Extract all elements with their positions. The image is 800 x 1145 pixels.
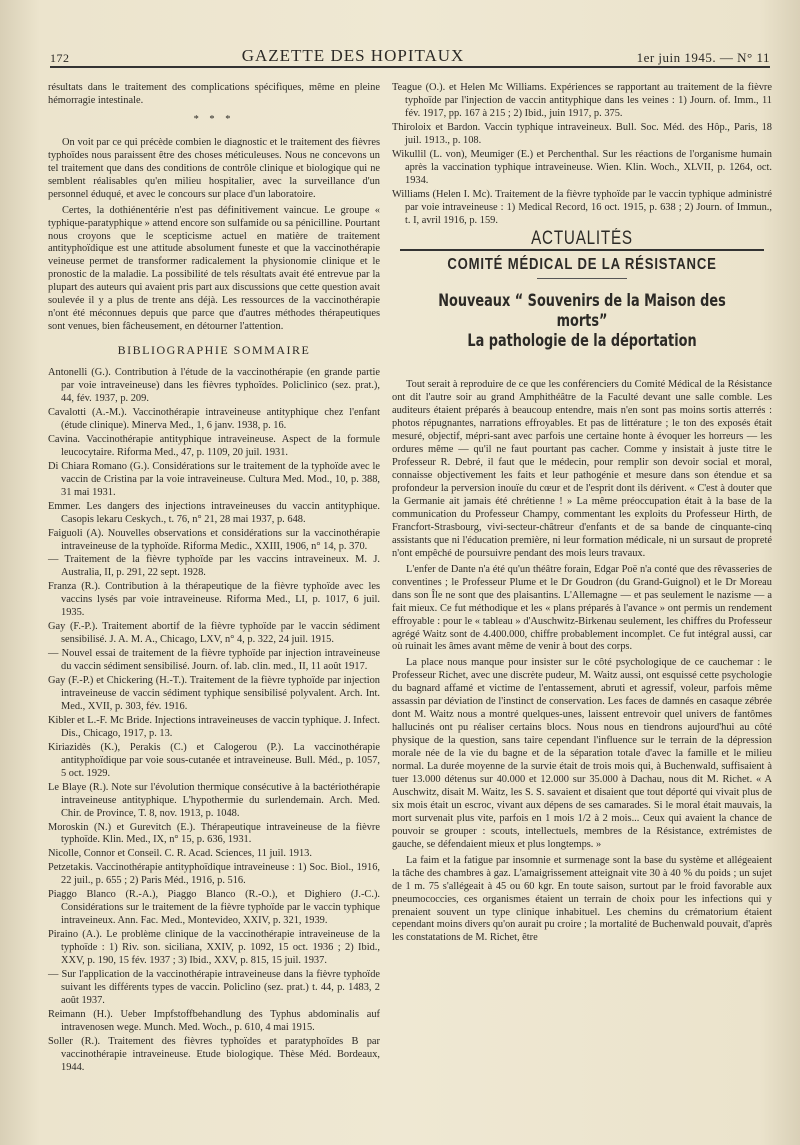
reference-entry: Kibler et L.-F. Mc Bride. Injections intraveineuses de vaccin typhique. J. Infect. Dis., Chicago, 1917, p. 13. <box>48 714 380 739</box>
section-rule <box>400 249 764 251</box>
page-header <box>50 44 770 68</box>
separator: * * * <box>193 113 235 125</box>
reference-entry: Petzetakis. Vaccinothérapie antityphoïdique intraveineuse : 1) Soc. Biol., 1916, 22 juil., p. 655 ; 2) Paris Méd., 1916, p. 516. <box>48 862 380 887</box>
reference-entry: Nicolle, Connor et Conseil. C. R. Acad. Sciences, 11 juil. 1913. <box>48 848 312 860</box>
reference-entry: Cavina. Vaccinothérapie antityphique intraveineuse. Aspect de la formule leucocytaire. Riforma Med., 47, p. 1109, 20 juil. 1931. <box>48 433 380 458</box>
reference-entry: Kiriazidès (K.), Perakis (C.) et Calogerou (P.). La vaccinothérapie antityphoïdique par voie sous-cutanée et intraveineuse. Bull. Méd., p. 1057, 5 oct. 1929. <box>48 741 380 779</box>
reference-entry: Piraino (A.). Le problème clinique de la vaccinothérapie intraveineuse de la typhoïde : 1) Riv. son. siciliana, XXIV, p. 1092, 15 oct. 1936 ; 2) Ibid., XXV, p. 190, 15 fév. 1937 ; 3) Ibid., XXV, p. 815, 15 juil. 1937. <box>48 929 380 967</box>
reference-entry: Faiguoli (A). Nouvelles observations et considérations sur la vaccinothérapie intraveineuse de la typhoïde. Riforma Medic., XXIII, 1906, n° 14, p. 370. <box>48 527 380 552</box>
reference-entry: Gay (F.-P.) et Chickering (H.-T.). Traitement de la fièvre typhoïde par injection intraveineuse de vaccin sédiment typhique sensibilisé polyvalent. Arch. Int. Med., XVII, p. 303, fév. 1916. <box>48 675 380 712</box>
reference-list <box>48 367 380 1075</box>
paragraph: Tout serait à reproduire de ce que les conférenciers du Comité Médical de la Résistance ont dit l'autre soir au grand Amphithéâtre de la Faculté devant une salle comble. Les auditeurs étaient préparés à beaucoup entendre, mais n'en sont pas moins sortis atterrés : photos répugnantes, narrations effroyables. Et pas de littérature ; le ton des exposés était mesuré, objectif, mépri-sant avec parfois une certaine honte à évoquer les horreurs — les ordures même — qu'il ne faut pourtant pas cacher. Comme y insistait à juste titre le Professeur R. Debré, il faut que le médecin, pour remplir son devoir social et moral, connaisse objectivement les faits et leur pathogénie et mesure dans son étendue et sa profondeur la perversion inouïe du cœur et de l'esprit dont ils dérivent. « C'est à douter que la Germanie ait jamais été chrétienne ! » La même préoccupation était à la base de la communication du Professeur Champy, commentant les exploits du Professeur Hirth, de Francfort-Strasbourg, vivi-secteur-châtreur d'enfants et de sa bande de cinquante-cinq assistants que ni l'éducation première, ni leur formation médicale, ni un sursaut de propreté n'ont empêché de poursuivre pendant des mois leurs travaux. <box>392 379 772 559</box>
paragraph: La place nous manque pour insister sur le côté psychologique de ce cauchemar : le Professeur Richet, avec une discrète pudeur, M. Waitz aussi, ont esquissé cette psychologie du bagnard affamé et victime de l'entassement, abruti et agressif, voleur, parfois même assassin par déviation de l'instinct de conservation. Les faces de damnés en casaque zébrée dont M. Waitz nous a montré quelques-unes, laissent entrevoir quel univers de fantômes hallucinés ont pu réaliser certains blocs. Nous nous en tiendrons aujourd'hui au côté physique de la question, sans taire cependant l'influence sur le terrain de la dépression morale née de la vie du bagne et de la séparation totale d'avec la famille et le milieu normal. La durée moyenne de la survie était de trois mois qui, à Buchenwald, suffisaient à tuer 13.000 détenus sur 40.000 et 12.000 sur 35.000 à Dachau, nous dit M. Richet. « A Auschwitz, disait M. Waitz, les S. S. savaient et disaient que tout déporté qui vivait plus de six mois était un escroc, vivant aux dépens de ses camarades. Si le moral était mauvais, la mort survenait plus vite, parfois en 1 mois 1/2 à 2 mois... Ceux qui avaient la chance de pouvoir se grouper : scouts, intellectuels, membres de la Résistance, extrémistes de gauche, se défendaient mieux et plus longtemps. » <box>392 657 772 850</box>
divider <box>537 278 627 279</box>
paragraph: Certes, la dothiénentérie n'est pas définitivement vaincue. Le groupe « typhique-paratyphique » attend encore son sulfamide ou sa pénicilline. Pourtant nous croyons que le scepticisme actuel en matière de traitement antityphoïdique est une attitude absolument funeste et que la vaccinothérapie veineuse permet de transformer radicalement la physionomie clinique et le pronostic de la maladie. La possibilité de tels résultats avait été entrevue par la plupart des auteurs qui avaient pris part aux discussions que cette question avait soulevée il y a plus de trente ans déjà. Les ressources de la vaccinothérapie n'ont été méconnues depuis que parce que d'autres méthodes thérapeutiques sont venues, bien fâcheusement, en détourner l'attention. <box>48 204 380 333</box>
reference-entry: Wikullil (L. von), Meumiger (E.) et Perchenthal. Sur les réactions de l'organisme humain après la vaccination typhique intraveineuse. Wien. Klin. Woch., XLVII, p. 1264, oct. 1934. <box>392 148 772 186</box>
paragraph: La faim et la fatigue par insomnie et surmenage sont la base du système et allégeaient la tâche des chambres à gaz. L'amaigrissement atteignait vite 30 à 40 % du poids ; un sujet de 1 m. 75 s'allégeait à 45 ou 60 kgr. En toute saison, surtout par le froid favorable aux pneumococcies, ces organismes étaient un terrain de choix pour les infections qui y prenaient souvent un type clinique inhabituel. Les chemins du crématorium étaient cependant moins divers qu'on aurait pu croire ; la mortalité de Buchenwald pouvait, d'après les constatations de M. Richet, être <box>392 854 772 944</box>
reference-entry: Teague (O.). et Helen Mc Williams. Expériences se rapportant au traitement de la fièvre typhoïde par l'injection de vaccin antityphique dans les veines : 1) Journ. of. Imm., 11 fév. 1917, pp. 167 à 215 ; 2) Ibid., juin 1917, p. 375. <box>392 82 772 119</box>
reference-entry: Cavalotti (A.-M.). Vaccinothérapie intraveineuse antityphique chez l'enfant (étude clinique). Minerva Med., 1, 6 janv. 1938, p. 16. <box>48 406 380 431</box>
page-number: 172 <box>50 51 70 65</box>
paragraph: On voit par ce qui précède combien le diagnostic et le traitement des fièvres typhoïdes nous paraissent être des choses méticuleuses. Nous ne concevons un tel traitement que dans des conditions de contrôle clinique et biologique qui ne semblent réalisables qu'en milieu hospitalier, avec la surveillance d'un personnel éduqué, et avec le concours sur place d'un laboratoire. <box>48 136 380 200</box>
reference-entry: Emmer. Les dangers des injections intraveineuses du vaccin antityphique. Casopis lekaru Ceskych., t. 76, n° 21, 28 mai 1937, p. 648. <box>48 500 380 525</box>
issue-date: 1er juin 1945. — N° 11 <box>636 50 770 65</box>
article-subheadline: La pathologie de la déportation <box>467 331 697 351</box>
reference-entry: Franza (R.). Contribution à la thérapeutique de la fièvre typhoïde avec les vaccins lysés par voie intraveineuse. Riforma Med., LI, p. 1017, 6 juil. 1935. <box>48 581 380 619</box>
reference-entry: Piaggo Blanco (R.-A.), Piaggo Blanco (R.-O.), et Dighiero (J.-C.). Considérations sur le traitement de la fièvre typhoïde par le vaccin typhique intraveineux. Ann. Fac. Med., Montevideo, XXIV, p. 321, 1939. <box>48 889 380 927</box>
article-headline: Nouveaux “ Souvenirs de la Maison des morts” <box>438 291 726 331</box>
reference-entry: — Nouvel essai de traitement de la fièvre typhoïde par injection intraveineuse du vaccin sédiment sensibilisé. Journ. of. lab. clin. med., II, 11 août 1917. <box>48 648 380 673</box>
journal-title: GAZETTE DES HOPITAUX <box>241 46 465 65</box>
paragraph: résultats dans le traitement des complications spécifiques, même en pleine hémorragie intestinale. <box>48 82 380 106</box>
reference-entry: Antonelli (G.). Contribution à l'étude de la vaccinothérapie (en grande partie par voie intraveineuse) dans les fièvres typhoïdes. Policlinico (sez. prat.), 44, fév. 1937, p. 209. <box>48 367 380 405</box>
reference-entry: Williams (Helen I. Mc). Traitement de la fièvre typhoïde par le vaccin typhique administré par voie intraveineuse : 1) Medical Record, 16 oct. 1915, p. 638 ; 2) Journ. of Immun., t. I, avril 1916, p. 159. <box>392 188 772 226</box>
reference-list-continued <box>392 82 772 227</box>
reference-entry: Di Chiara Romano (G.). Considérations sur le traitement de la typhoïde avec le vaccin de Cristina par la voie intraveineuse. Cultura Med. Mod., 10, p. 388, 31 mai 1931. <box>48 460 380 498</box>
reference-entry: — Traitement de la fièvre typhoïde par les vaccins intraveineux. M. J. Australia, II, p. 291, 22 sept. 1928. <box>48 554 380 579</box>
right-column <box>392 82 772 948</box>
left-column <box>48 82 380 1076</box>
reference-entry: Le Blaye (R.). Note sur l'évolution thermique consécutive à la bactériothérapie intraveineuse antityphique. L'hypothermie du surlendemain. Arch. Med. Chir. de Province, T. 8, nov. 1913, p. 1048. <box>48 781 380 819</box>
bibliography-title: BIBLIOGRAPHIE SOMMAIRE <box>117 343 311 358</box>
reference-entry: — Sur l'application de la vaccinothérapie intraveineuse dans la fièvre typhoïde suivant les différents types de vaccin. Policlino (sez. prat.) t. 44, p. 1483, 2 août 1937. <box>48 969 380 1006</box>
spacer <box>392 351 772 379</box>
section-title: ACTUALITÉS <box>531 228 633 250</box>
paragraph: L'enfer de Dante n'a été qu'un théâtre forain, Edgar Poë n'a conté que des rêvasseries de conventines ; le Professeur Plume et le Dr Goudron (du Grand-Guignol) et le Dr Moreau dans son Île ne sont que des plaisantins. L'Allemagne — et pas seulement le nazisme — a fait mieux. Ce fut méthodique et les « plans préparés à l'avance » ont permis un rendement effroyable : pour le « tableau » d'Auschwitz-Birkenau seulement, les chiffres du Professeur agrégé Waitz sont de 4.400.000, chiffre probablement incomplet. Ce fut intégral aussi, car où ruinait les âmes avant même de venir à bout des corps. <box>392 563 772 653</box>
committee-heading: COMITÉ MÉDICAL DE LA RÉSISTANCE <box>447 256 717 274</box>
reference-entry: Reimann (H.). Ueber Impfstoffbehandlung des Typhus abdominalis auf intravenosen wege. Munch. Med. Woch., p. 610, 4 mai 1915. <box>48 1008 380 1033</box>
reference-entry: Moroskin (N.) et Gurevitch (E.). Thérapeutique intraveineuse de la fièvre typhoïde. Klin. Med., IX, n° 15, p. 636, 1931. <box>48 821 380 846</box>
reference-entry: Soller (R.). Traitement des fièvres typhoïdes et paratyphoïdes B par vaccinothérapie intraveineuse. Etude biologique. Thèse Méd. Bordeaux, 1944. <box>48 1035 380 1073</box>
reference-entry: Thiroloix et Bardon. Vaccin typhique intraveineux. Bull. Soc. Méd. des Hôp., Paris, 18 juil. 1913., p. 108. <box>392 121 772 146</box>
reference-entry: Gay (F.-P.). Traitement abortif de la fièvre typhoïde par le vaccin sédiment sensibilisé. J. A. M. A., Chicago, LXV, n° 4, p. 322, 24 juil. 1915. <box>48 621 380 646</box>
